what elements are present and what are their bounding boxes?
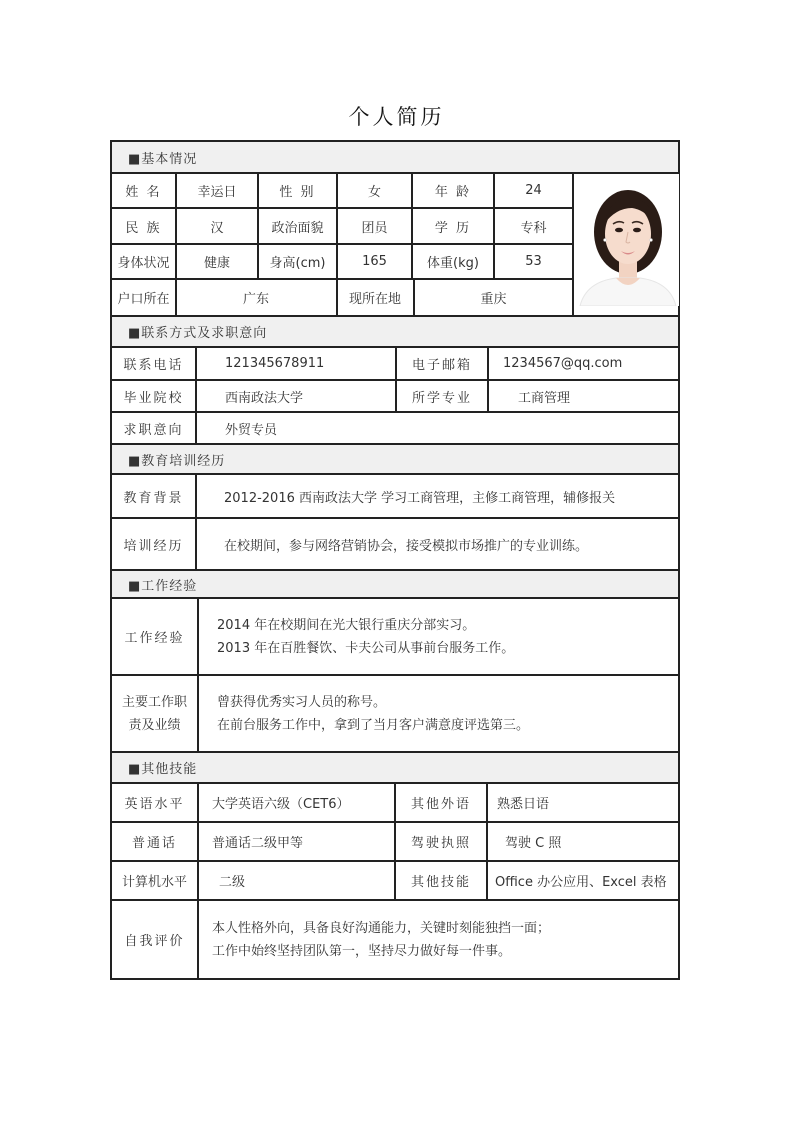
divider <box>486 784 488 899</box>
other-language-label: 其他外语 <box>410 797 471 812</box>
duty-label-line: 责及业绩 <box>128 717 181 733</box>
email-label: 电子邮箱 <box>411 358 472 373</box>
email-value: 1234567@qq.com <box>503 356 623 371</box>
self-evaluation-line: 工作中始终坚持团队第一，坚持尽力做好每一件事。 <box>212 943 512 959</box>
major-label: 所学专业 <box>411 390 472 406</box>
divider <box>195 475 197 569</box>
divider <box>197 599 199 751</box>
ethnic-value: 汉 <box>210 220 224 236</box>
political-value: 团员 <box>361 220 388 236</box>
height-value: 165 <box>362 254 387 269</box>
training-value: 在校期间，参与网络营销协会，接受模拟市场推广的专业训练。 <box>224 538 589 554</box>
mandarin-value: 普通话二级甲等 <box>212 836 304 851</box>
height-label: 身高(cm) <box>269 256 326 271</box>
name-label: 姓 名 <box>125 185 162 200</box>
divider <box>112 278 574 280</box>
hukou-value: 广东 <box>242 292 269 307</box>
section-header-skills: ■其他技能 <box>112 753 678 782</box>
degree-label: 学 历 <box>434 220 472 236</box>
other-skill-value: Office 办公应用、Excel 表格 <box>495 875 667 890</box>
major-value: 工商管理 <box>518 390 571 406</box>
weight-label: 体重(kg) <box>427 256 479 271</box>
divider <box>197 784 199 978</box>
residence-label: 现所在地 <box>348 292 401 307</box>
profile-photo <box>576 174 679 306</box>
resume-title: 个人简历 <box>348 105 445 129</box>
section-header-contact: ■联系方式及求职意向 <box>112 317 678 346</box>
age-value: 24 <box>525 183 542 198</box>
ethnic-label: 民 族 <box>125 220 162 236</box>
intent-value: 外贸专员 <box>225 422 278 438</box>
divider <box>572 174 574 315</box>
english-label: 英语水平 <box>124 797 185 812</box>
school-label: 毕业院校 <box>123 390 184 406</box>
duty-line: 曾获得优秀实习人员的称号。 <box>217 694 387 710</box>
political-label: 政治面貌 <box>271 220 324 236</box>
driving-value: 驾驶 C 照 <box>505 836 562 851</box>
self-evaluation-label: 自我评价 <box>124 934 185 949</box>
divider <box>493 174 495 280</box>
divider <box>487 348 489 411</box>
divider <box>395 348 397 411</box>
gender-value: 女 <box>367 185 381 200</box>
computer-value: 二级 <box>219 875 246 890</box>
duty-line: 在前台服务工作中，拿到了当月客户满意度评选第三。 <box>217 717 530 733</box>
phone-label: 联系电话 <box>123 358 184 373</box>
section-header-education: ■教育培训经历 <box>112 445 678 473</box>
age-label: 年 龄 <box>434 185 472 200</box>
duty-label <box>112 676 197 751</box>
divider <box>411 174 413 280</box>
training-label: 培训经历 <box>123 538 184 554</box>
other-skill-label: 其他技能 <box>410 875 471 890</box>
divider <box>195 348 197 443</box>
driving-label: 驾驶执照 <box>410 836 471 851</box>
work-exp-line: 2013 年在百胜餐饮、卡夫公司从事前台服务工作。 <box>217 640 515 656</box>
section-header-work: ■工作经验 <box>112 571 678 597</box>
school-value: 西南政法大学 <box>225 390 304 406</box>
education-value: 2012-2016 西南政法大学 学习工商管理，主修工商管理，辅修报关 <box>224 490 616 506</box>
hukou-label: 户口所在 <box>117 292 170 307</box>
divider <box>257 174 259 280</box>
name-value: 幸运日 <box>197 185 237 200</box>
health-value: 健康 <box>203 256 230 271</box>
divider <box>112 207 574 209</box>
phone-value: 121345678911 <box>225 356 325 371</box>
self-evaluation-line: 本人性格外向，具备良好沟通能力，关键时刻能独挡一面； <box>212 920 551 936</box>
english-value: 大学英语六级（CET6） <box>212 797 350 812</box>
degree-value: 专科 <box>520 220 547 236</box>
work-exp-value <box>217 599 672 674</box>
intent-label: 求职意向 <box>123 422 184 438</box>
divider <box>112 243 574 245</box>
education-label: 教育背景 <box>123 490 184 506</box>
health-label: 身体状况 <box>117 256 170 271</box>
portrait-image <box>576 174 679 306</box>
weight-value: 53 <box>525 254 542 269</box>
divider <box>336 174 338 315</box>
mandarin-label: 普通话 <box>131 836 177 851</box>
duty-label-line: 主要工作职 <box>121 694 187 710</box>
other-language-value: 熟悉日语 <box>497 797 550 812</box>
residence-value: 重庆 <box>480 292 507 307</box>
self-evaluation-value <box>212 901 672 978</box>
computer-label: 计算机水平 <box>121 875 187 890</box>
work-exp-label: 工作经验 <box>124 631 185 646</box>
duty-value <box>217 676 672 751</box>
gender-label: 性 别 <box>279 185 316 200</box>
divider <box>394 784 396 899</box>
divider <box>175 174 177 315</box>
section-header-basic: ■基本情况 <box>112 142 678 172</box>
divider <box>413 280 415 315</box>
work-exp-line: 2014 年在校期间在光大银行重庆分部实习。 <box>217 617 476 633</box>
